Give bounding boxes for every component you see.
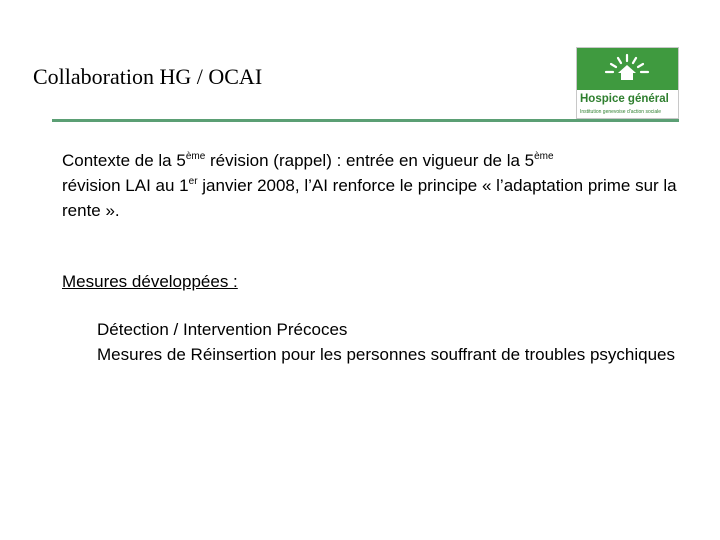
list-item: Détection / Intervention Précoces <box>97 320 348 339</box>
intro-superscript-3: er <box>188 176 198 187</box>
title-divider <box>52 119 679 122</box>
intro-paragraph <box>62 148 702 223</box>
intro-text-3: révision LAI au 1 <box>62 176 189 195</box>
intro-superscript-2: ème <box>534 151 554 162</box>
list-item: Mesures de Réinsertion pour les personnes souffrant de troubles psychiques <box>97 344 676 364</box>
intro-superscript-1: ème <box>185 151 206 162</box>
intro-text-1: Contexte de la 5 <box>62 151 186 170</box>
logo-tagline: Institution genevoise d'action sociale <box>580 109 662 115</box>
logo-band <box>577 48 678 90</box>
measures-heading: Mesures développées : <box>62 272 238 291</box>
measures-list <box>97 318 697 367</box>
intro-text-2: révision (rappel) : entrée en vigueur de la 5 <box>205 151 535 170</box>
hospice-general-logo <box>576 47 679 119</box>
logo-name: Hospice général <box>580 93 669 105</box>
intro-text-4: janvier 2008, l’AI renforce le principe « l’adaptation prime sur la rente ». <box>62 176 677 220</box>
slide-title: Collaboration HG / OCAI <box>33 64 263 89</box>
house-sun-icon <box>577 48 678 90</box>
